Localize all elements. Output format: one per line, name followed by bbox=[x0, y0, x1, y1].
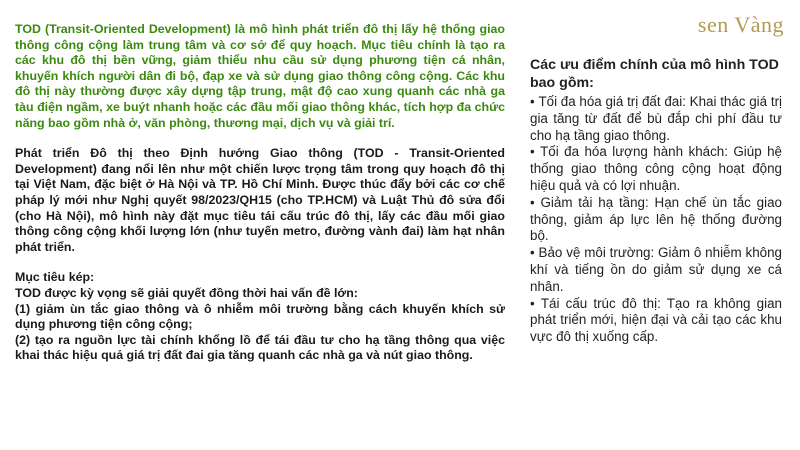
advantage-item: • Tái cấu trúc đô thị: Tạo ra không gian phát triển mới, hiện đại và cải tạo các khu vực đô thị xuống cấp. bbox=[530, 296, 782, 346]
intro-paragraph: TOD (Transit-Oriented Development) là mô hình phát triển đô thị lấy hệ thống giao thông công cộng làm trung tâm và cơ sở để quy hoạch. Mục tiêu chính là tạo ra các khu đô thị bền vững, giảm thiểu nhu cầu sử dụng phương tiện cá nhân, khuyến khích người dân đi bộ, đạp xe và sử dụng giao thông công cộng. Các khu đô thị này thường được xây dựng tập trung, mật độ cao xung quanh các nhà ga tàu điện ngầm, xe buýt nhanh hoặc các đầu mối giao thông khác, tích hợp đa chức năng bao gồm nhà ở, văn phòng, thương mại, dịch vụ và giải trí. bbox=[15, 22, 505, 130]
goals-heading: Mục tiêu kép: bbox=[15, 270, 95, 285]
goal-item: (1) giảm ùn tắc giao thông và ô nhiễm môi trường bằng cách khuyến khích sử dụng phương tiện công cộng; bbox=[15, 301, 505, 332]
advantages-heading: Các ưu điểm chính của mô hình TOD bao gồm: bbox=[530, 57, 779, 91]
logo: sen Vàng bbox=[697, 12, 784, 37]
context-paragraph: Phát triển Đô thị theo Định hướng Giao thông (TOD - Transit-Oriented Development) đang nổi lên như một chiến lược trọng tâm trong quy hoạch đô thị tại Việt Nam, đặc biệt ở Hà Nội và TP. Hồ Chí Minh. Được thúc đẩy bởi các cơ chế pháp lý mới như Nghị quyết 98/2023/QH15 (cho TP.HCM) và Luật Thủ đô sửa đổi (cho Hà Nội), mô hình này đặt mục tiêu tái cấu trúc đô thị, lấy các đầu mối giao thông công cộng khối lượng lớn (như tuyến metro, đường vành đai) làm hạt nhân phát triển. bbox=[15, 146, 505, 254]
left-column bbox=[15, 22, 505, 364]
goals-intro: TOD được kỳ vọng sẽ giải quyết đồng thời hai vấn đề lớn: bbox=[15, 285, 358, 300]
advantage-item: • Tối đa hóa giá trị đất đai: Khai thác giá trị gia tăng từ đất để bù đắp chi phí đầu tư cho hạ tầng giao thông. bbox=[530, 94, 782, 144]
right-column bbox=[530, 56, 782, 346]
goal-item: (2) tạo ra nguồn lực tài chính khổng lồ để tái đầu tư cho hạ tầng thông qua việc khai thác hiệu quả giá trị đất đai gia tăng quanh các nhà ga và nút giao thông. bbox=[15, 332, 505, 363]
advantages-list bbox=[530, 94, 782, 346]
advantage-item: • Giảm tải hạ tầng: Hạn chế ùn tắc giao thông, giảm áp lực lên hệ thống đường bộ. bbox=[530, 195, 782, 245]
advantage-item: • Tối đa hóa lượng hành khách: Giúp hệ thống giao thông công cộng hoạt động hiệu quả và có lợi nhuận. bbox=[530, 144, 782, 194]
advantage-item: • Bảo vệ môi trường: Giảm ô nhiễm không khí và tiếng ồn do giảm sử dụng xe cá nhân. bbox=[530, 245, 782, 295]
goals-block bbox=[15, 270, 505, 364]
